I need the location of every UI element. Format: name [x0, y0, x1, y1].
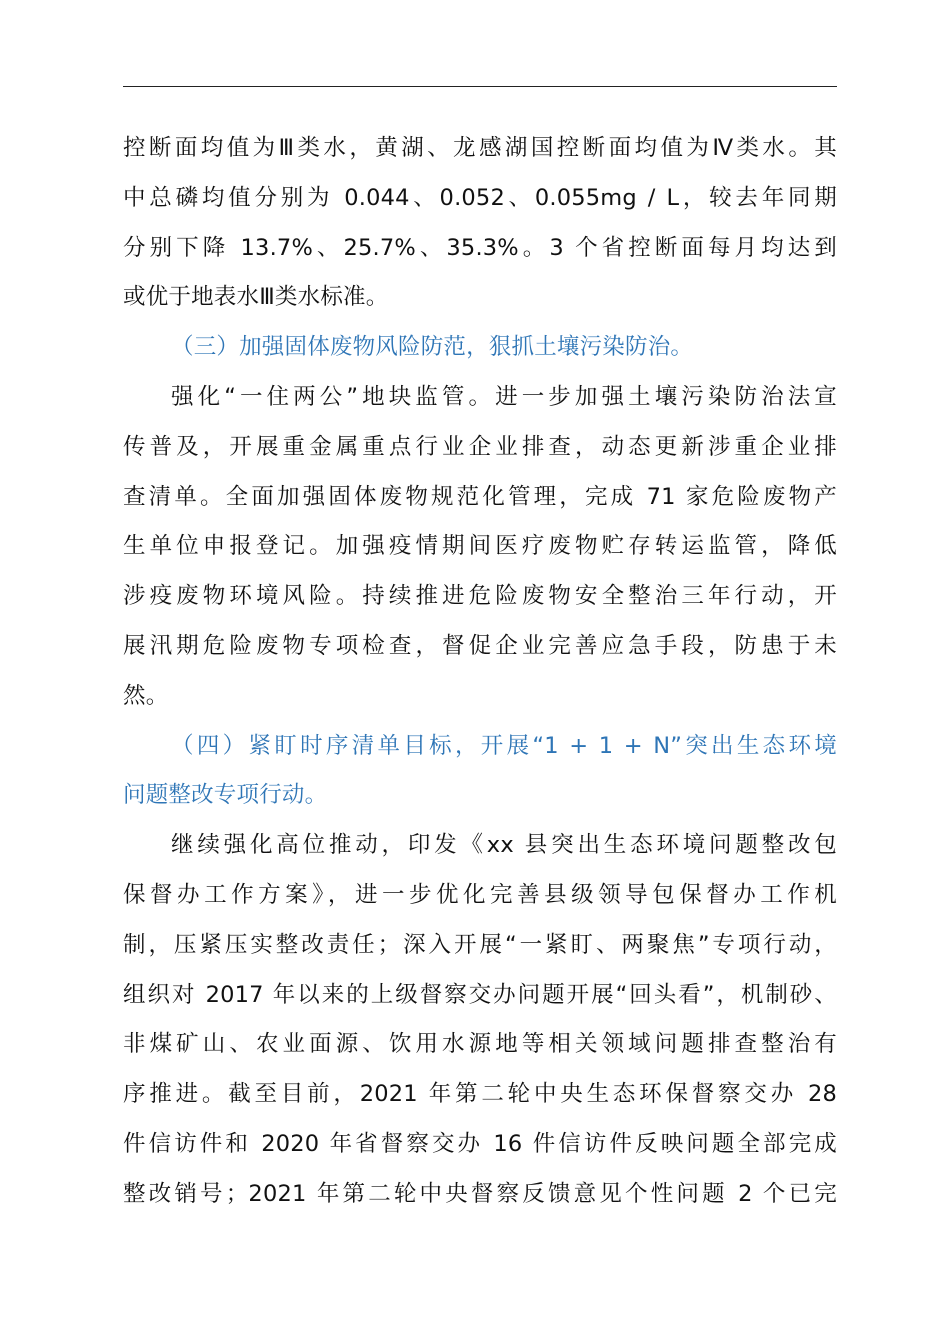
section-heading-3: （三）加强固体废物风险防范，狠抓土壤污染防治。 — [171, 334, 694, 361]
body-line: 件信访件和 2020 年省督察交办 16 件信访件反映问题全部完成 — [123, 1130, 837, 1157]
body-line: 中总磷均值分别为 0.044、0.052、0.055mg / L，较去年同期 — [123, 184, 837, 211]
body-line: 查清单。全面加强固体废物规范化管理，完成 71 家危险废物产 — [123, 483, 837, 510]
body-line: 序推进。截至目前，2021 年第二轮中央生态环保督察交办 28 — [123, 1081, 837, 1108]
section-heading-4: （四）紧盯时序清单目标，开展“1 + 1 + N”突出生态环境 — [171, 732, 837, 759]
body-line: 非煤矿山、农业面源、饮用水源地等相关领域问题排查整治有 — [123, 1031, 837, 1058]
body-line: 或优于地表水Ⅲ类水标准。 — [123, 284, 389, 311]
body-line: 分别下降 13.7%、25.7%、35.3%。3 个省控断面每月均达到 — [123, 234, 837, 261]
body-line: 控断面均值为Ⅲ类水，黄湖、龙感湖国控断面均值为Ⅳ类水。其 — [123, 135, 837, 161]
body-line: 保督办工作方案》，进一步优化完善县级领导包保督办工作机 — [123, 881, 837, 908]
section-heading-4-cont: 问题整改专项行动。 — [123, 782, 328, 809]
header-rule — [123, 86, 837, 87]
body-line: 制，压紧压实整改责任；深入开展“一紧盯、两聚焦”专项行动， — [123, 931, 837, 958]
body-line: 强化“一住两公”地块监管。进一步加强土壤污染防治法宣 — [171, 383, 837, 410]
body-line: 涉疫废物环境风险。持续推进危险废物安全整治三年行动，开 — [123, 583, 837, 610]
body-line: 然。 — [123, 682, 169, 709]
body-line: 生单位申报登记。加强疫情期间医疗废物贮存转运监管，降低 — [123, 533, 837, 560]
body-line: 展汛期危险废物专项检查，督促企业完善应急手段，防患于未 — [123, 632, 837, 659]
body-line: 组织对 2017 年以来的上级督察交办问题开展“回头看”，机制砂、 — [123, 981, 837, 1008]
document-body — [123, 124, 837, 1220]
body-line: 继续强化高位推动，印发《xx 县突出生态环境问题整改包 — [171, 832, 837, 859]
body-line: 传普及，开展重金属重点行业企业排查，动态更新涉重企业排 — [123, 433, 837, 460]
body-line: 整改销号；2021 年第二轮中央督察反馈意见个性问题 2 个已完 — [123, 1180, 837, 1207]
